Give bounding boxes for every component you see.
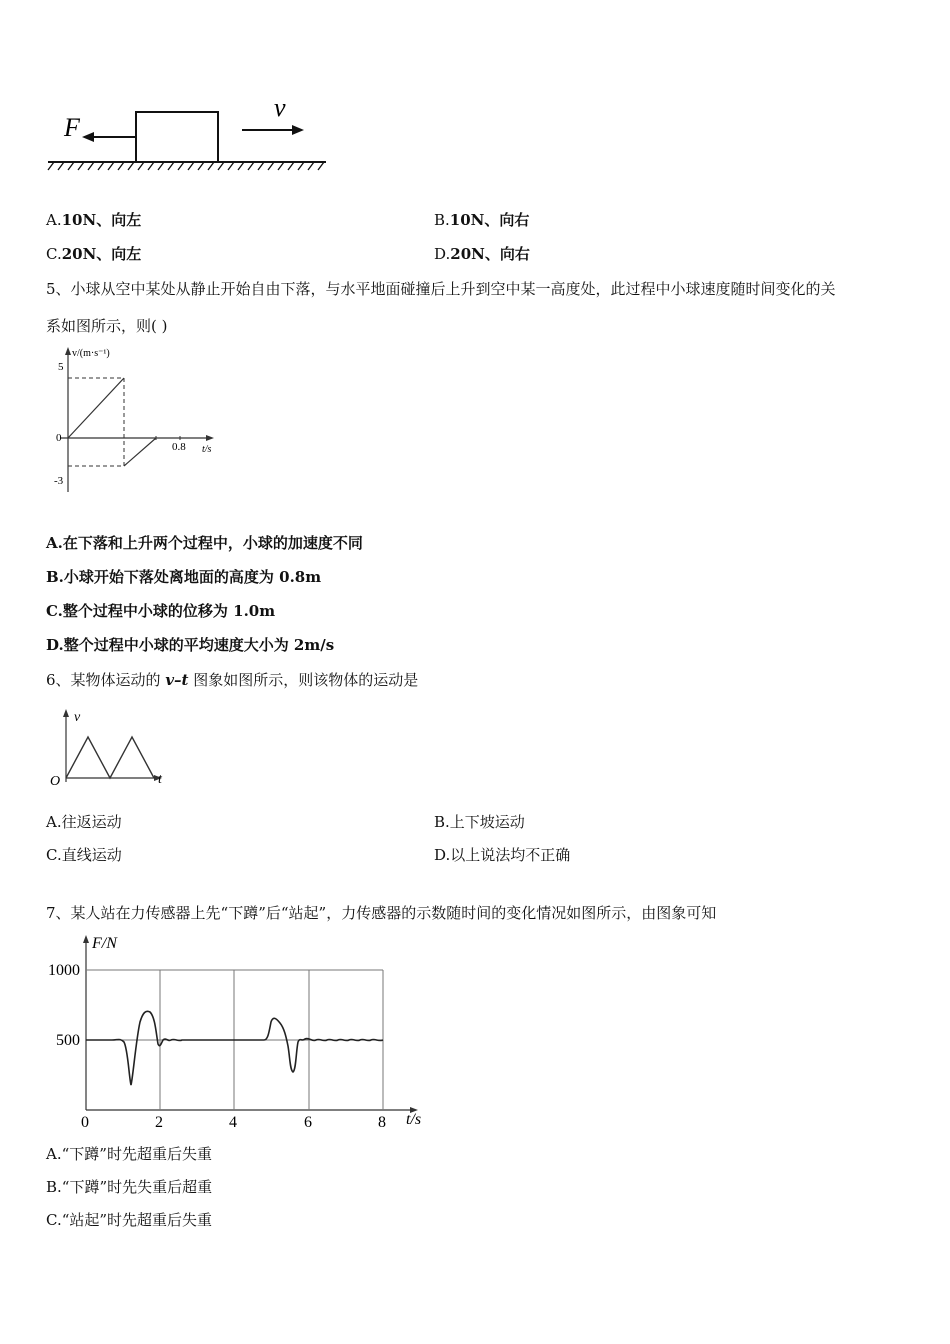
origin-label: O [50, 774, 61, 789]
q5-option-b: B.小球开始下落处离地面的高度为 0.8m [46, 568, 322, 586]
q6-option-a: A.往返运动 [46, 813, 122, 831]
ylabel: v/(m·s⁻¹) [72, 348, 110, 359]
x-axis-label: t/s [406, 1111, 422, 1128]
y-tick-bottom: -3 [54, 475, 64, 487]
t-label: t [158, 772, 162, 787]
x-tick-0: 0 [81, 1114, 89, 1131]
force-label: F [64, 113, 80, 142]
xlabel: t/s [202, 444, 212, 455]
q6-stem: 6、某物体运动的 v–t 图象如图所示，则该物体的运动是 [46, 671, 419, 689]
q5-stem-line1: 5、小球从空中某处从静止开始自由下落，与水平地面碰撞后上升到空中某一高度处，此过程中小球速度随时间变化的关 [46, 280, 836, 298]
q4-option-b: B.10N、向右 [434, 211, 530, 229]
velocity-label: v [274, 93, 286, 122]
q5-vt-graph [44, 342, 244, 504]
q7-option-a: A.“下蹲”时先超重后失重 [46, 1145, 212, 1163]
q7-option-b: B.“下蹲”时先失重后超重 [46, 1178, 213, 1196]
v-label: v [74, 710, 81, 725]
q5-option-d: D.整个过程中小球的平均速度大小为 2m/s [46, 636, 335, 654]
q4-option-c: C.20N、向左 [46, 245, 142, 263]
y-tick-1000: 1000 [48, 962, 80, 979]
q7-option-c: C.“站起”时先超重后失重 [46, 1211, 213, 1229]
block [136, 112, 218, 162]
force-diagram [40, 90, 340, 180]
fall-segment [68, 378, 124, 438]
x-tick-8: 8 [378, 1114, 386, 1131]
y-tick-500: 500 [56, 1032, 80, 1049]
y-axis-label: F/N [92, 935, 117, 952]
q6-option-b: B.上下坡运动 [434, 813, 525, 831]
x-tick: 0.8 [172, 441, 186, 453]
rise-segment [124, 438, 156, 466]
q6-vt-graph [44, 702, 174, 792]
q5-option-c: C.整个过程中小球的位移为 1.0m [46, 602, 276, 620]
x-tick-4: 4 [229, 1114, 237, 1131]
q6-option-d: D.以上说法均不正确 [434, 846, 571, 864]
y-tick-top: 5 [58, 361, 64, 373]
q7-stem: 7、某人站在力传感器上先“下蹲”后“站起”，力传感器的示数随时间的变化情况如图所示，由图象可知 [46, 904, 717, 922]
q6-option-c: C.直线运动 [46, 846, 122, 864]
q4-option-a: A.10N、向左 [46, 211, 142, 229]
origin: 0 [56, 432, 62, 444]
x-tick-2: 2 [155, 1114, 163, 1131]
x-tick-6: 6 [304, 1114, 312, 1131]
q4-option-d: D.20N、向右 [434, 245, 530, 263]
q5-stem-line2: 系如图所示，则( ) [46, 317, 168, 335]
q7-force-graph [40, 932, 440, 1132]
triangle-wave [66, 737, 154, 778]
q5-option-a: A.在下落和上升两个过程中，小球的加速度不同 [46, 534, 363, 552]
